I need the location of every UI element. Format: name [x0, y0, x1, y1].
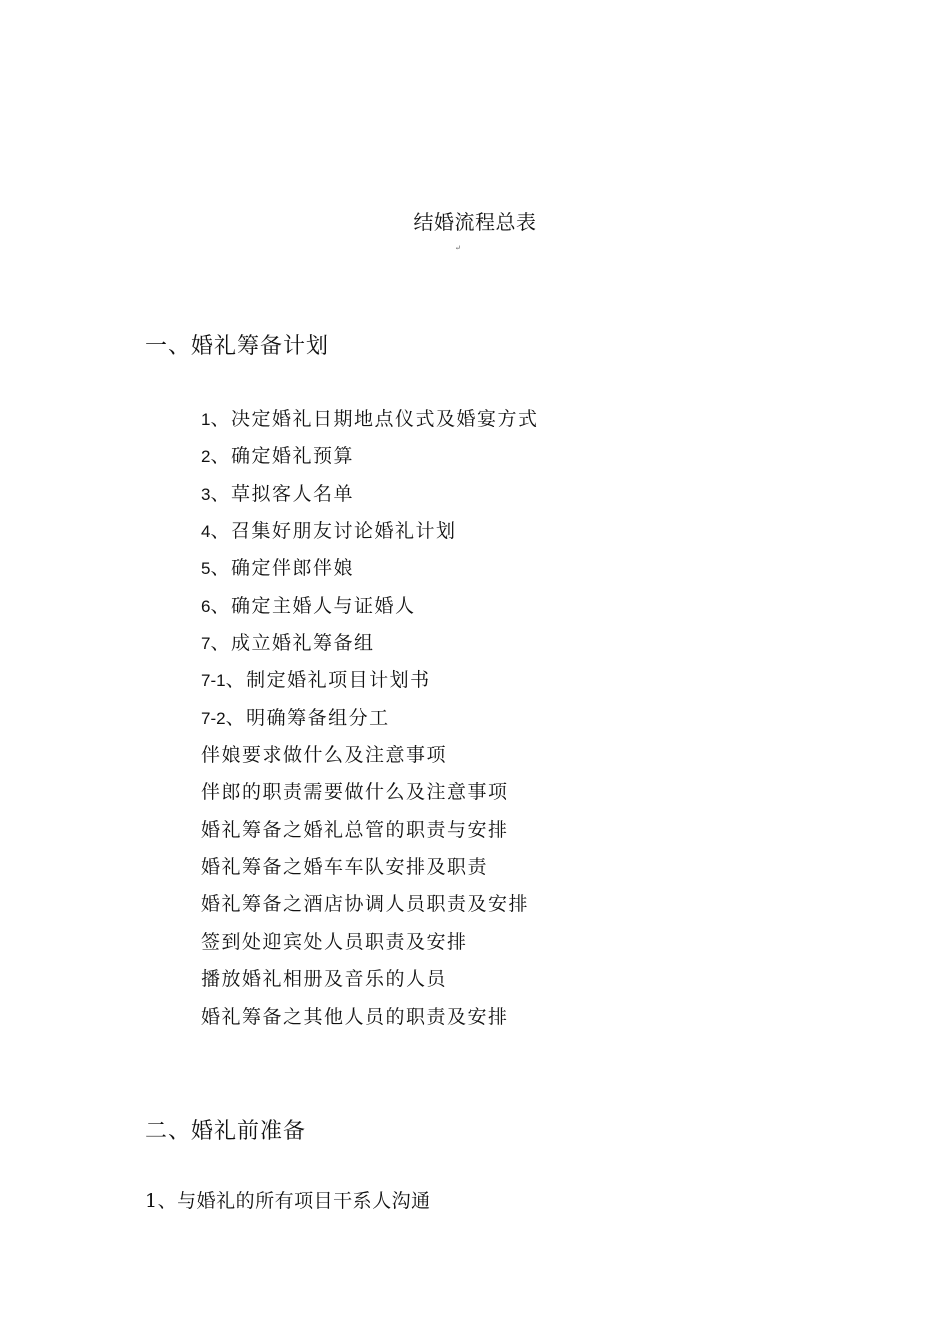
item-number: 3 [201, 484, 211, 504]
item-text: 婚礼筹备之其他人员的职责及安排 [201, 1005, 509, 1028]
item-number: 7-1 [201, 671, 226, 691]
list-item [201, 741, 538, 778]
item-text: 、成立婚礼筹备组 [210, 632, 375, 655]
item-text: 、制定婚礼项目计划书 [225, 669, 431, 692]
item-text: 、草拟客人名单 [210, 482, 354, 505]
section-heading-preparation: 二、婚礼前准备 [145, 1119, 307, 1144]
item-text: 、决定婚礼日期地点仪式及婚宴方式 [210, 408, 539, 430]
list-item [201, 1003, 538, 1040]
document-title: 结婚流程总表 [413, 210, 537, 234]
item-text: 、明确筹备组分工 [225, 706, 390, 729]
list-item [201, 666, 538, 703]
list-item [201, 853, 538, 890]
item-text: 伴娘要求做什么及注意事项 [201, 744, 448, 767]
item-text: 婚礼筹备之酒店协调人员职责及安排 [201, 893, 530, 916]
list-item [201, 816, 538, 853]
item-number: 7 [201, 634, 211, 654]
item-number: 4 [201, 522, 211, 542]
list-item [201, 629, 538, 666]
item-text: 、召集好朋友讨论婚礼计划 [210, 520, 457, 543]
paragraph-mark-icon: ↵ [455, 244, 461, 252]
item-number: 5 [201, 559, 211, 579]
item-text: 、确定伴郎伴娘 [210, 557, 354, 580]
list-item: 1、与婚礼的所有项目干系人沟通 [145, 1190, 431, 1212]
item-text: 婚礼筹备之婚礼总管的职责与安排 [201, 818, 509, 841]
list-item [201, 480, 538, 517]
item-number: 6 [201, 596, 211, 616]
list-item [201, 965, 538, 1002]
item-text: 、确定婚礼预算 [210, 445, 354, 468]
item-text: 、确定主婚人与证婚人 [210, 594, 416, 617]
item-number: 7-2 [201, 708, 226, 728]
planning-list [201, 405, 538, 1040]
list-item [201, 405, 538, 442]
item-text: 婚礼筹备之婚车车队安排及职责 [201, 856, 489, 879]
item-number: 2 [201, 447, 211, 467]
item-text: 伴郎的职责需要做什么及注意事项 [201, 781, 509, 804]
list-item [201, 442, 538, 479]
list-item [201, 704, 538, 741]
item-text: 签到处迎宾处人员职责及安排 [201, 930, 468, 953]
list-item [201, 778, 538, 815]
list-item [201, 890, 538, 927]
item-number: 1 [201, 410, 211, 429]
item-text: 播放婚礼相册及音乐的人员 [201, 968, 448, 991]
section-heading-planning: 一、婚礼筹备计划 [145, 334, 330, 359]
list-item [201, 517, 538, 554]
list-item [201, 928, 538, 965]
page-title [0, 206, 950, 235]
list-item [201, 592, 538, 629]
list-item [201, 554, 538, 591]
